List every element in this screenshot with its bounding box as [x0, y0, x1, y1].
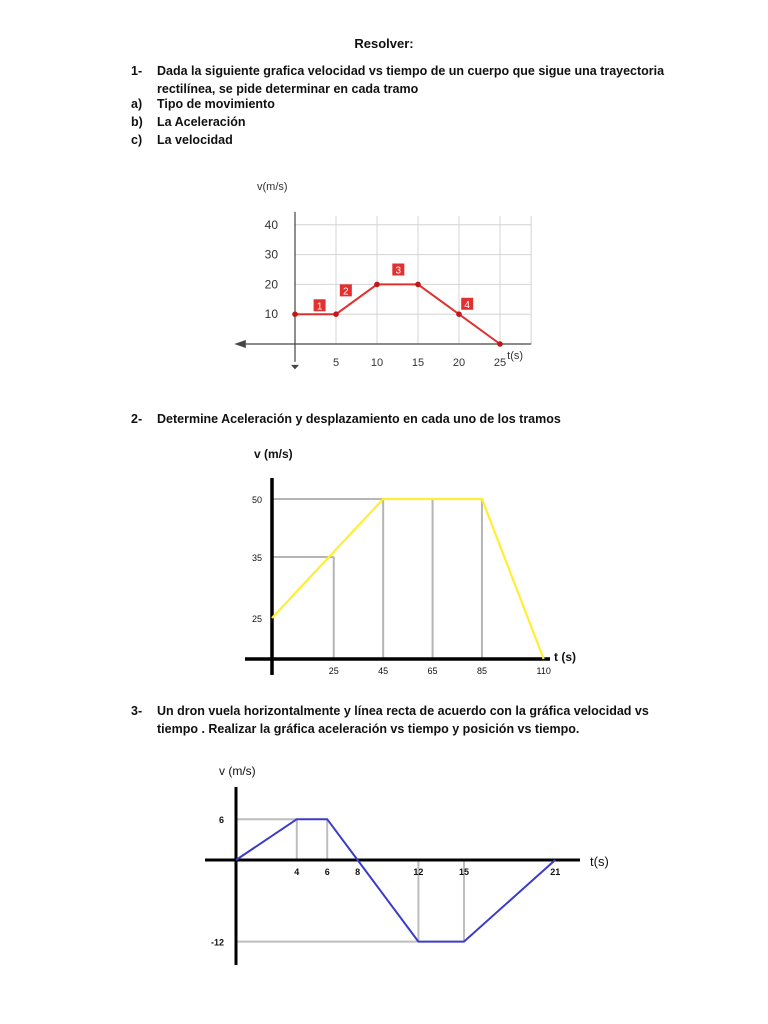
option-c-text: La velocidad [157, 133, 233, 147]
option-b-key: b) [131, 115, 143, 129]
x-tick-label: 45 [378, 666, 389, 676]
data-point [497, 341, 503, 347]
y-tick-label: 25 [251, 614, 262, 624]
data-point [415, 282, 421, 288]
x-tick-label: 25 [493, 357, 507, 369]
option-a-text: Tipo de movimiento [157, 97, 275, 111]
y-axis-label: v(m/s) [257, 180, 288, 193]
velocity-line [236, 819, 555, 941]
y-tick-label: 35 [251, 553, 262, 563]
y-tick-label: 6 [218, 815, 224, 826]
x-axis-arrow [234, 340, 245, 348]
x-tick-label: 10 [370, 357, 384, 369]
question-2-number: 2- [131, 412, 143, 426]
x-tick-label: 25 [328, 666, 339, 676]
option-b-text: La Aceleración [157, 115, 246, 129]
y-axis-arrow [291, 365, 299, 369]
question-2 [131, 410, 671, 428]
y-axis-label: v (m/s) [254, 447, 293, 461]
question-1-line2: rectilínea, se pide determinar en cada tramo [157, 82, 419, 96]
y-tick-label: 30 [264, 247, 278, 262]
x-axis-label: t(s) [507, 350, 524, 362]
velocity-line [272, 499, 544, 659]
option-c-key: c) [131, 133, 143, 147]
segment-label: 4 [464, 299, 470, 311]
x-axis-label: t (s) [554, 650, 576, 664]
option-a-key: a) [131, 97, 143, 111]
x-tick-label: 15 [411, 357, 425, 369]
x-tick-label: 5 [332, 357, 340, 369]
data-point [292, 311, 298, 317]
question-2-text: Determine Aceleración y desplazamiento en cada uno de los tramos [157, 412, 561, 426]
data-point [333, 311, 339, 317]
question-1-line1: Dada la siguiente grafica velocidad vs tiempo de un cuerpo que sigue una trayectoria [157, 64, 665, 78]
data-point [374, 282, 380, 288]
chart-2-velocity-time [240, 440, 600, 690]
chart-1-velocity-time [230, 170, 560, 380]
question-3 [131, 702, 671, 738]
x-tick-label: 12 [413, 867, 424, 877]
question-3-line2: tiempo . Realizar la gráfica aceleración vs tiempo y posición vs tiempo. [157, 722, 580, 736]
question-1 [131, 62, 671, 98]
question-3-line1: Un dron vuela horizontalmente y línea recta de acuerdo con la gráfica velocidad vs [157, 704, 649, 718]
x-tick-label: 6 [324, 867, 330, 877]
chart-3-velocity-time [190, 755, 620, 975]
segment-label: 1 [316, 301, 323, 313]
y-tick-label: 20 [264, 277, 278, 292]
x-tick-label: 15 [458, 867, 470, 877]
x-tick-label: 8 [355, 867, 361, 877]
x-tick-label: 4 [294, 867, 300, 877]
x-tick-label: 21 [550, 867, 561, 877]
y-tick-label: 10 [264, 307, 278, 322]
y-tick-label: 40 [264, 217, 278, 232]
x-tick-label: 20 [452, 357, 466, 369]
page-title: Resolver: [354, 36, 414, 51]
segment-label: 2 [343, 286, 349, 298]
x-tick-label: 110 [536, 666, 551, 676]
y-axis-label: v (m/s) [219, 764, 256, 778]
question-1-number: 1- [131, 64, 143, 78]
data-point [456, 311, 462, 317]
segment-label: 3 [395, 265, 402, 277]
x-tick-label: 85 [476, 666, 487, 676]
y-tick-label: -12 [210, 937, 224, 948]
question-3-number: 3- [131, 704, 143, 718]
x-tick-label: 65 [427, 666, 438, 676]
y-tick-label: 50 [251, 495, 262, 505]
x-axis-label: t(s) [590, 854, 609, 869]
